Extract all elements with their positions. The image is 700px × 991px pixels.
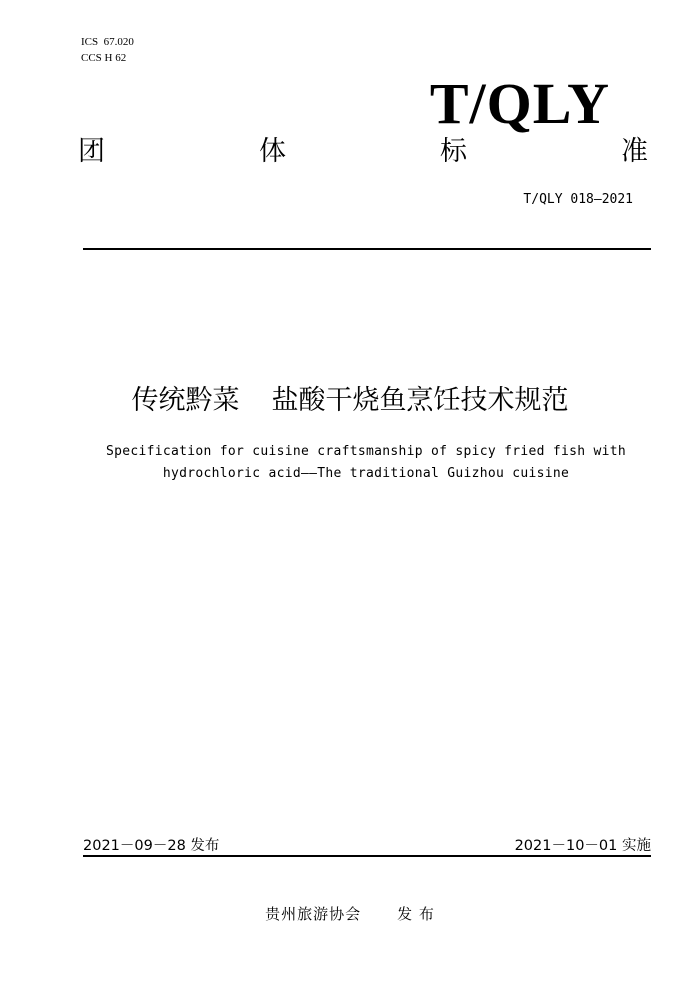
ccs-code: CCS H 62 [81,52,127,64]
standard-type-char: 团 [78,136,105,167]
chinese-title-part2: 盐酸干烧鱼烹饪技术规范 [271,385,569,416]
chinese-title-part1: 传统黔菜 [131,385,240,416]
standard-brand-logo: T/QLY [429,71,610,136]
issue-date: 2021－09－28 发布 [83,838,220,854]
ics-code: ICS 67.020 [81,36,134,48]
publisher-org: 贵州旅游协会 [265,905,362,923]
english-title [60,441,672,485]
standard-type-char: 准 [621,136,648,167]
top-divider [83,248,651,250]
english-title-line2: hydrochloric acid——The traditional Guizhou cuisine [162,466,570,481]
standard-type-heading [78,134,648,170]
publisher-action: 发 布 [397,905,435,923]
standard-type-char: 体 [259,136,286,167]
english-title-line1: Specification for cuisine craftsmanship of spicy fried fish with [105,444,627,459]
bottom-divider [83,855,651,857]
standard-type-char: 标 [440,136,467,167]
standard-number: T/QLY 018—2021 [523,192,633,207]
chinese-title [0,381,700,421]
publisher-line [0,903,700,924]
classification-codes [81,34,134,66]
implement-date: 2021－10－01 实施 [514,838,651,854]
